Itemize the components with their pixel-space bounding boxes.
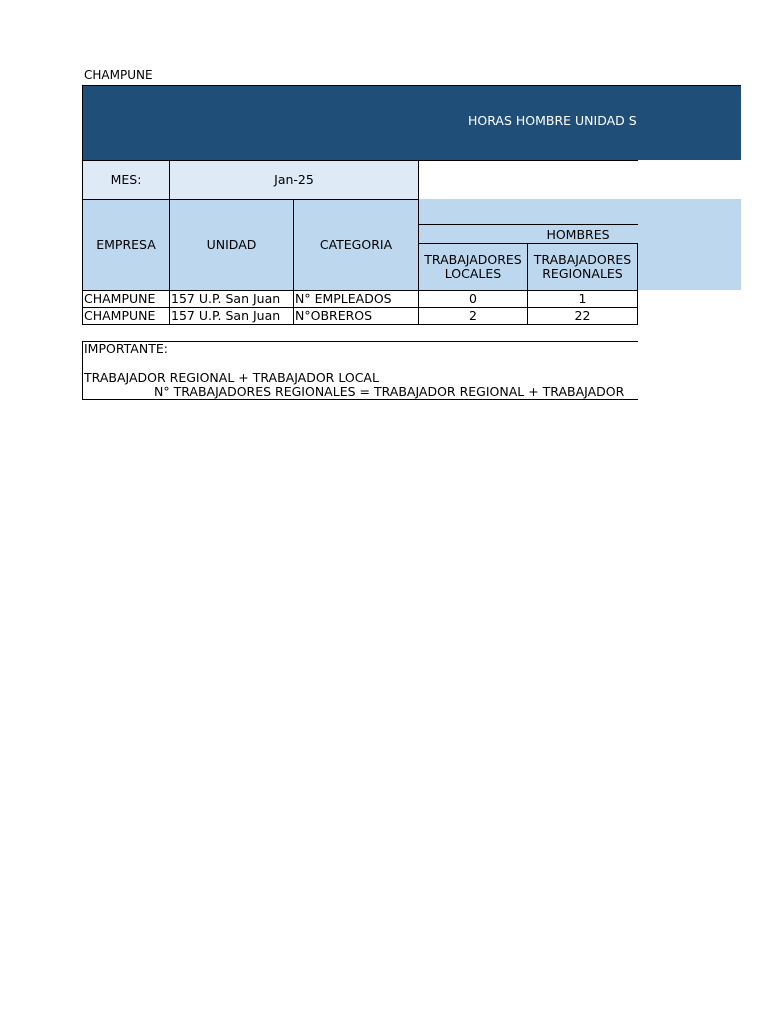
- month-label-cell: [82, 160, 170, 200]
- table-cell-locales[interactable]: [418, 290, 528, 308]
- important-note: [82, 341, 638, 400]
- company-title: CHAMPUNE: [84, 68, 153, 82]
- row1-locales: 0: [469, 291, 477, 306]
- report-banner: [82, 85, 741, 160]
- table-cell-empresa[interactable]: [82, 307, 170, 325]
- month-value-cell[interactable]: [169, 160, 419, 200]
- note-heading: IMPORTANTE:: [84, 341, 168, 356]
- table-cell-unidad[interactable]: [169, 290, 294, 308]
- header-categoria: [293, 199, 419, 291]
- header-locales-label: TRABAJADORES LOCALES: [424, 252, 522, 281]
- note-line-1: TRABAJADOR REGIONAL + TRABAJADOR LOCAL: [84, 370, 379, 385]
- table-cell-categoria[interactable]: [293, 290, 419, 308]
- group-top-border: [418, 224, 638, 225]
- header-unidad-label: UNIDAD: [206, 237, 257, 252]
- header-empresa-label: EMPRESA: [96, 237, 156, 252]
- row2-empresa: CHAMPUNE: [84, 308, 156, 323]
- header-trabajadores-regionales: [527, 243, 638, 291]
- note-line-2: N° TRABAJADORES REGIONALES = TRABAJADOR REGIONAL + TRABAJADOR: [154, 384, 625, 399]
- row2-categoria: N°OBREROS: [295, 308, 373, 323]
- table-cell-unidad[interactable]: [169, 307, 294, 325]
- table-cell-empresa[interactable]: [82, 290, 170, 308]
- report-title: HORAS HOMBRE UNIDAD S: [468, 113, 637, 128]
- header-empresa: [82, 199, 170, 291]
- month-row-border: [418, 160, 638, 161]
- table-cell-locales[interactable]: [418, 307, 528, 325]
- header-trabajadores-locales: [418, 243, 528, 291]
- row2-locales: 2: [469, 308, 477, 323]
- row1-regionales: 1: [578, 291, 587, 306]
- row2-regionales: 22: [574, 308, 591, 323]
- header-hombres: HOMBRES: [546, 227, 610, 242]
- table-cell-categoria[interactable]: [293, 307, 419, 325]
- header-unidad: [169, 199, 294, 291]
- row1-categoria: N° EMPLEADOS: [295, 291, 392, 306]
- month-label: MES:: [110, 172, 142, 187]
- row2-unidad: 157 U.P. San Juan: [171, 308, 281, 323]
- row1-unidad: 157 U.P. San Juan: [171, 291, 281, 306]
- month-value: Jan-25: [274, 172, 314, 187]
- table-cell-regionales[interactable]: [527, 307, 638, 325]
- row1-empresa: CHAMPUNE: [84, 291, 156, 306]
- header-categoria-label: CATEGORIA: [319, 237, 393, 252]
- header-regionales-label: TRABAJADORES REGIONALES: [533, 252, 632, 281]
- table-cell-regionales[interactable]: [527, 290, 638, 308]
